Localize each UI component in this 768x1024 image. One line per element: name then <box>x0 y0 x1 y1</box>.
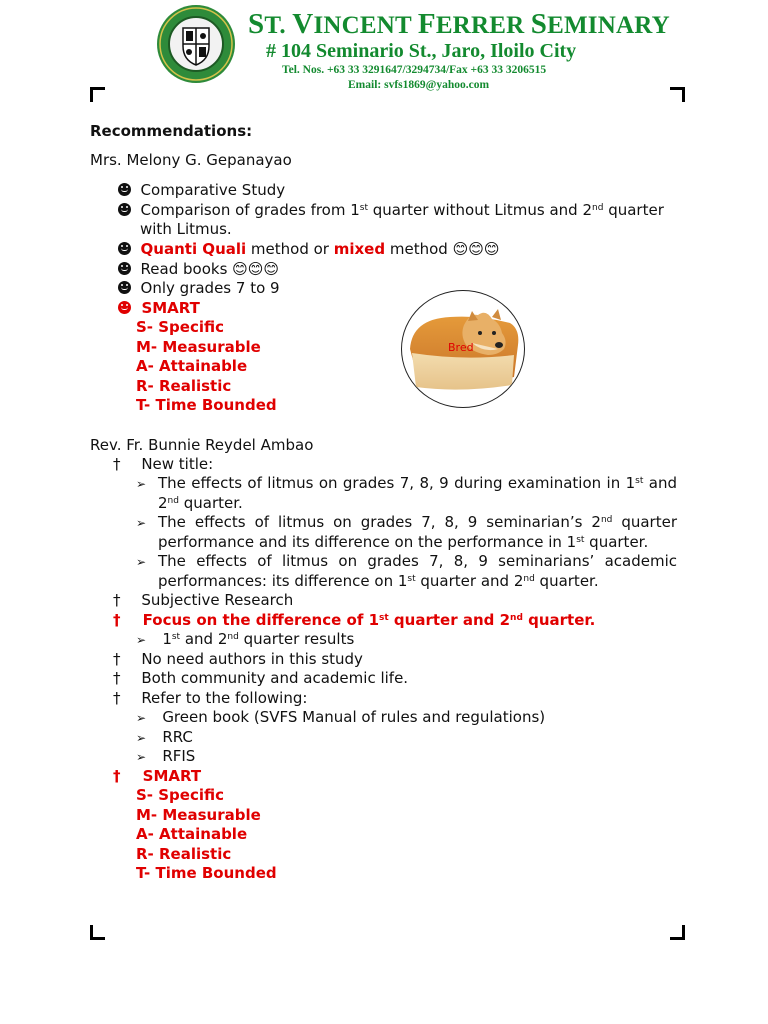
smiley-face-icon <box>118 183 131 196</box>
smiley-face-icon <box>118 242 131 255</box>
list-item-continuation: with Litmus. <box>140 220 232 238</box>
dagger-bullet-icon: † <box>113 650 121 668</box>
reviewer-2-name: Rev. Fr. Bunnie Reydel Ambao <box>90 436 314 454</box>
arrow-bullet-icon: ➢ <box>136 633 147 647</box>
smart-item: A- Attainable <box>136 357 248 375</box>
smart-item: S- Specific <box>136 786 225 804</box>
bread-image-label: Bred <box>448 341 474 354</box>
reviewer-1-name: Mrs. Melony G. Gepanayao <box>90 151 292 169</box>
smart-item: T- Time Bounded <box>136 864 277 882</box>
sub-list-item-continuation: performance and its difference on the performance in 1st quarter. <box>158 533 649 551</box>
seminary-name: ST. VINCENT FERRER SEMINARY <box>248 8 670 40</box>
arrow-bullet-icon: ➢ <box>136 750 147 764</box>
dagger-bullet-icon: † <box>113 591 121 609</box>
smart-item: S- Specific <box>136 318 225 336</box>
sub-list-item: ➢ RRC <box>136 728 193 746</box>
arrow-bullet-icon: ➢ <box>136 516 147 530</box>
crop-mark-bottom-right <box>670 925 685 940</box>
seminary-telephone: Tel. Nos. +63 33 3291647/3294734/Fax +63 33 3206515 <box>282 64 547 76</box>
list-item: Quanti Quali method or mixed method 😊😊😊 <box>118 240 499 259</box>
list-item: Comparative Study <box>118 181 285 200</box>
smart-item: R- Realistic <box>136 845 232 863</box>
sub-list-item: ➢ RFIS <box>136 747 196 765</box>
seminary-email: Email: svfs1869@yahoo.com <box>348 79 490 91</box>
sub-list-item: ➢ The effects of litmus on grades 7, 8, 9 seminarian’s 2nd quarter <box>136 513 677 531</box>
arrow-bullet-icon: ➢ <box>136 477 147 491</box>
smart-item: M- Measurable <box>136 806 261 824</box>
sub-list-item: ➢ 1st and 2nd quarter results <box>136 630 355 648</box>
list-item: † Both community and academic life. <box>113 669 409 687</box>
list-item: Comparison of grades from 1st quarter without Litmus and 2nd quarter <box>118 201 664 220</box>
list-item-smart: † SMART <box>113 767 202 785</box>
dagger-bullet-icon: † <box>113 669 121 687</box>
list-item: Read books 😊😊😊 <box>118 260 279 279</box>
dagger-bullet-icon: † <box>113 455 121 473</box>
list-item: † Refer to the following: <box>113 689 308 707</box>
crop-mark-top-right <box>670 87 685 102</box>
recommendations-heading: Recommendations: <box>90 122 253 140</box>
smiley-face-icon <box>118 203 131 216</box>
dagger-bullet-icon: † <box>113 767 121 785</box>
arrow-bullet-icon: ➢ <box>136 555 147 569</box>
sub-list-item: ➢ The effects of litmus on grades 7, 8, 9 seminarians’ academic <box>136 552 677 570</box>
crop-mark-bottom-left <box>90 925 105 940</box>
arrow-bullet-icon: ➢ <box>136 711 147 725</box>
crop-mark-top-left <box>90 87 105 102</box>
list-item: † Subjective Research <box>113 591 294 609</box>
list-item: Only grades 7 to 9 <box>118 279 280 298</box>
sub-list-item-continuation: performances: its difference on 1st quarter and 2nd quarter. <box>158 572 599 590</box>
dagger-bullet-icon: † <box>113 689 121 707</box>
dagger-bullet-icon: † <box>113 611 121 629</box>
list-item: † No need authors in this study <box>113 650 363 668</box>
smart-item: A- Attainable <box>136 825 248 843</box>
list-item-smart: SMART <box>118 299 200 318</box>
smart-item: M- Measurable <box>136 338 261 356</box>
smiley-face-icon <box>118 301 131 314</box>
smart-item: T- Time Bounded <box>136 396 277 414</box>
seminary-address: # 104 Seminario St., Jaro, Iloilo City <box>266 40 577 62</box>
sub-list-item: ➢ The effects of litmus on grades 7, 8, 9 during examination in 1st and <box>136 474 677 492</box>
arrow-bullet-icon: ➢ <box>136 731 147 745</box>
smart-item: R- Realistic <box>136 377 232 395</box>
list-item: † New title: <box>113 455 214 473</box>
school-seal-icon <box>156 4 236 84</box>
sub-list-item: ➢ Green book (SVFS Manual of rules and regulations) <box>136 708 546 726</box>
sub-list-item-continuation: 2nd quarter. <box>158 494 243 512</box>
smiley-face-icon <box>118 262 131 275</box>
smiley-face-icon <box>118 281 131 294</box>
list-item-focus: † Focus on the difference of 1st quarter and 2nd quarter. <box>113 611 596 629</box>
